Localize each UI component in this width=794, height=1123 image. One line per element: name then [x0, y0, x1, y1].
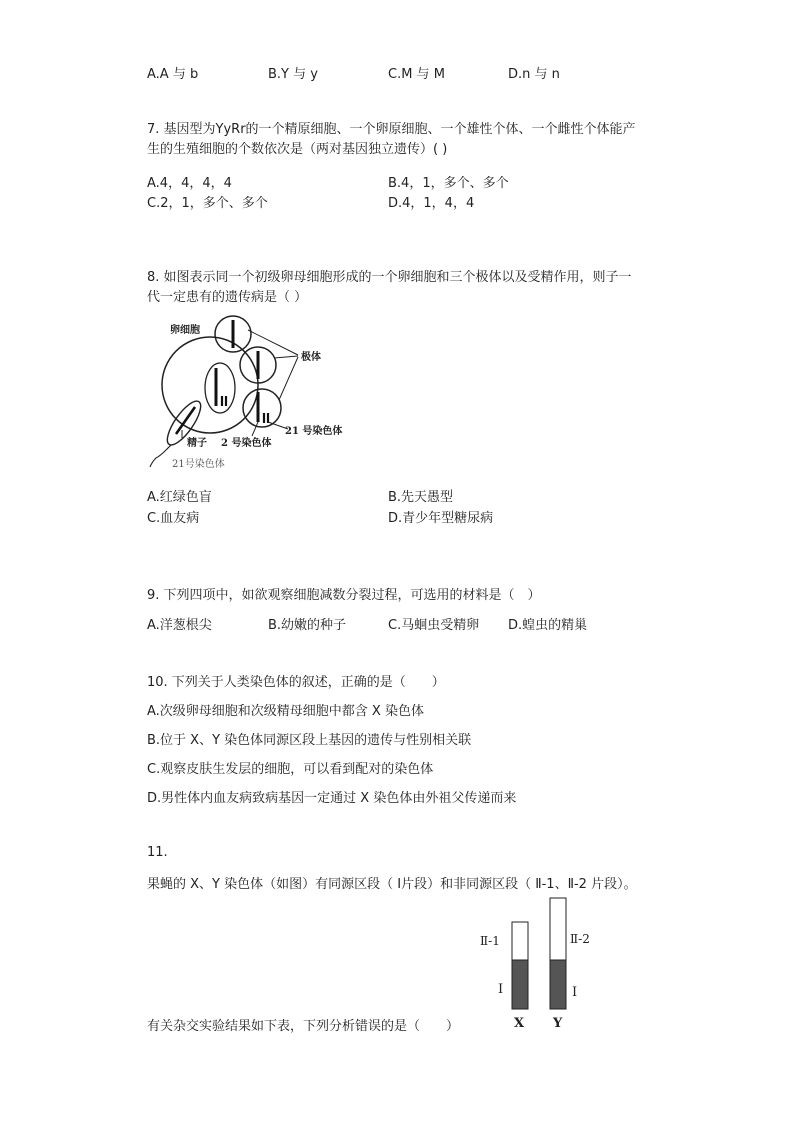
y-segment-II2	[550, 898, 566, 960]
q8-meiosis-figure	[140, 310, 370, 472]
q9-option-a: A.洋葱根尖	[147, 618, 212, 633]
q8-option-c: C.血友病	[147, 511, 200, 526]
q11-xy-chromosome-figure	[470, 893, 610, 1035]
q10-stem: 10. 下列关于人类染色体的叙述，正确的是（ ）	[147, 675, 445, 690]
label-x: X	[514, 1016, 525, 1031]
q11-stem-2: 有关杂交实验结果如下表，下列分析错误的是（ ）	[147, 1019, 460, 1034]
label-I-x: Ⅰ	[498, 982, 504, 997]
label-y: Y	[553, 1016, 563, 1031]
q6-option-c: C.M 与 M	[388, 67, 445, 82]
q7-option-c: C.2，1，多个、多个	[147, 196, 268, 211]
q10-option-c: C.观察皮肤生发层的细胞，可以看到配对的染色体	[147, 762, 434, 777]
q11-number: 11.	[147, 845, 168, 860]
q7-option-d: D.4，1，4，4	[388, 196, 475, 211]
q9-option-b: B.幼嫩的种子	[268, 618, 347, 633]
q8-stem-line2: 代一定患有的遗传病是（ ）	[147, 290, 308, 305]
label-II-2: Ⅱ-2	[570, 932, 590, 946]
label-chromosome-21-bottom: 21号染色体	[172, 459, 225, 470]
q7-option-a: A.4，4，4，4	[147, 176, 232, 191]
q7-stem-line1: 7. 基因型为YyRr的一个精原细胞、一个卵原细胞、一个雄性个体、一个雌性个体能产	[147, 122, 636, 137]
q11-stem: 果蝇的 X、Y 染色体（如图）有同源区段（ Ⅰ片段）和非同源区段（ Ⅱ-1、Ⅱ-2 片段）。	[147, 877, 637, 892]
label-I-y: Ⅰ	[572, 985, 578, 1000]
label-egg-cell: 卵细胞	[170, 325, 200, 336]
label-chromosome-21-right: 21 号染色体	[285, 426, 343, 437]
q10-option-b: B.位于 X、Y 染色体同源区段上基因的遗传与性别相关联	[147, 733, 472, 748]
y-segment-I	[550, 960, 566, 1009]
label-II-1: Ⅱ-1	[480, 934, 500, 948]
q6-option-d: D.n 与 n	[508, 67, 560, 82]
q8-option-d: D.青少年型糖尿病	[388, 511, 494, 526]
q8-option-b: B.先天愚型	[388, 490, 454, 505]
q8-option-a: A.红绿色盲	[147, 490, 212, 505]
x-segment-I	[512, 960, 528, 1009]
q9-option-d: D.蝗虫的精巢	[508, 618, 588, 633]
x-segment-II1	[512, 922, 528, 960]
q7-stem-line2: 生的生殖细胞的个数依次是（两对基因独立遗传）( )	[147, 142, 448, 157]
q7-option-b: B.4，1，多个、多个	[388, 176, 509, 191]
q6-option-b: B.Y 与 y	[268, 67, 318, 82]
label-chromosome-2: 2 号染色体	[221, 438, 272, 449]
q9-option-c: C.马蛔虫受精卵	[388, 618, 480, 633]
label-sperm: 精子	[187, 438, 207, 449]
label-polar-body: 极体	[301, 352, 321, 363]
sperm-tail	[150, 450, 166, 467]
polar-body-3	[243, 389, 281, 427]
q10-option-d: D.男性体内血友病致病基因一定通过 X 染色体由外祖父传递而来	[147, 791, 517, 806]
egg-nucleus	[205, 363, 235, 413]
q10-option-a: A.次级卵母细胞和次级精母细胞中都含 X 染色体	[147, 704, 424, 719]
q9-stem: 9. 下列四项中，如欲观察细胞减数分裂过程，可选用的材料是（ ）	[147, 588, 541, 603]
q8-stem-line1: 8. 如图表示同一个初级卵母细胞形成的一个卵细胞和三个极体以及受精作用，则子一	[147, 270, 632, 285]
q6-option-a: A.A 与 b	[147, 67, 199, 82]
